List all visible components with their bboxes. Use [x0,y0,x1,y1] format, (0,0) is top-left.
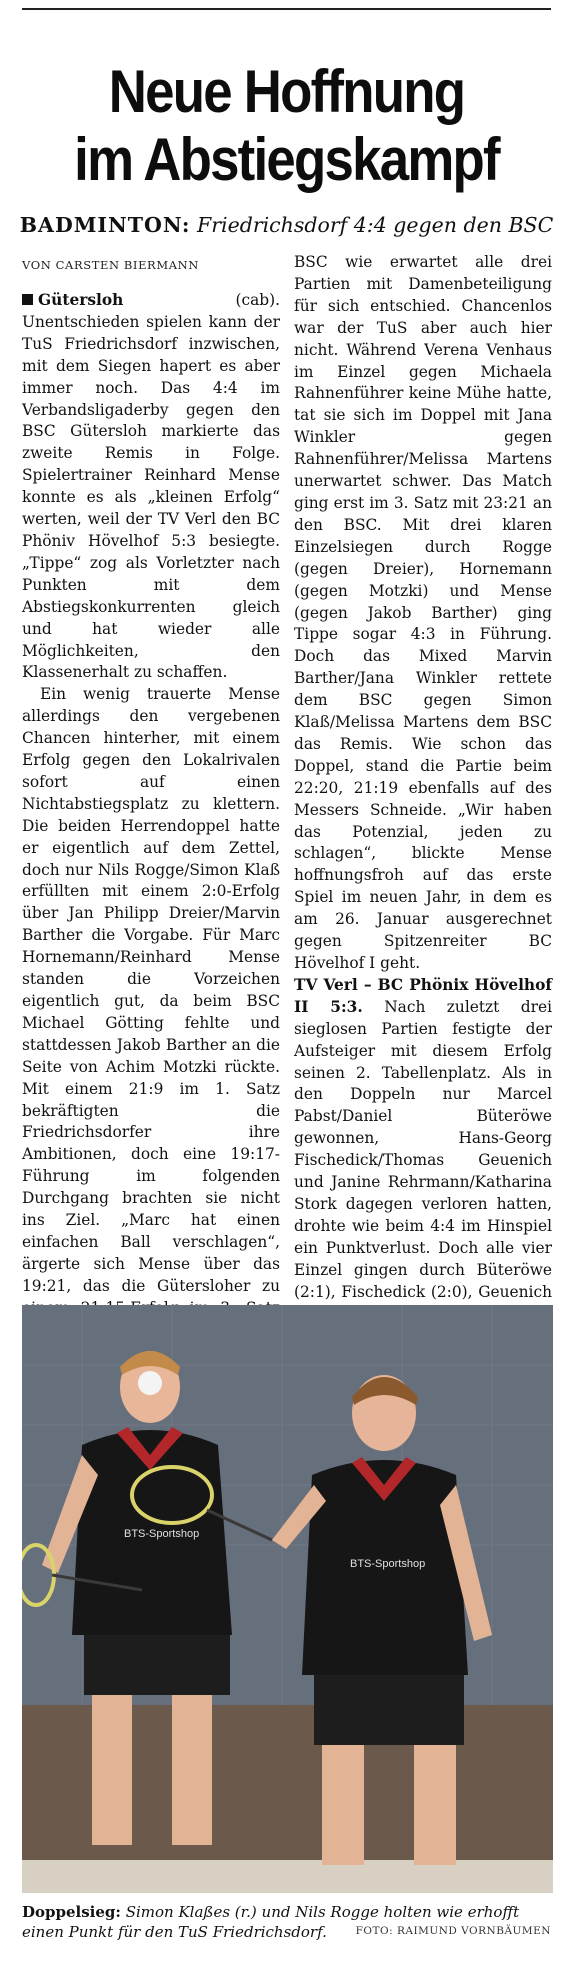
right-player-leg-left [322,1745,364,1865]
right-player-leg-right [414,1745,456,1865]
subheadline [0,212,573,238]
paragraph-5-text: Nach zuletzt drei sieglosen Partien festigte der Aufsteiger mit diesem Erfolg seinen 2. Tabellenplatz. Als in den Doppeln nur Marcel Pabst/Daniel Büteröwe gewonnen, Hans-Georg Fischedick/Thomas Geuenich und Janine Rehrmann/Katharina Stork dagegen verloren hatten, drohte wie beim 4:4 im Hinspiel ein Punktverlust. Doch alle vier Einzel gingen durch Büteröwe (2:1), Fischedick (2:0), Geuenich [294,997,553,1301]
caption-text: Simon Klaßes (r.) und Nils Rogge holten wie erhofft einen Punkt für den TuS Friedrichsdorf. [22,1903,520,1941]
headline-line-2: im Abstiegskampf [74,126,499,193]
headline-line-1: Neue Hoffnung [108,58,465,125]
paragraph-2: Ein wenig trauerte Mense allerdings den vergebenen Chancen hinterher, mit einem Erfolg gegen den Lokalrivalen sofort auf einen Nichtabstiegsplatz zu klettern. Die beiden Herrendoppel hatte er eigentlich auf dem Zettel, doch nur Nils Rogge/Simon Klaß erfüllten mit einem 2:0-Erfolg über Jan Philipp Dreier/Marvin Barther die Vorgabe. Für Marc Hornemann/Reinhard Mense standen die Vorzeichen eigentlich gut, da beim BSC Michael Götting fehlte und stattdessen Jakob Barther an die Seite von Achim Motzki rückte. Mit einem 21:9 im 1. Satz bekräftigten die Friedrichsdorfer ihre Ambitionen, doch eine 19:17-Führung im folgenden Durchgang brachten sie nicht ins Ziel. „Marc hat einen einfachen Ball verschlagen“, ärgerte sich Mense über das 19:21, das die Gütersloher zu [22,685,280,1295]
photo-credit: FOTO: RAIMUND VORNBÄUMEN [355,1925,551,1937]
left-player-shorts [84,1635,230,1695]
shuttlecock [138,1371,162,1395]
left-player-leg-left [92,1695,132,1845]
dateline: Gütersloh [38,291,124,309]
headline [34,58,538,194]
paragraph-1 [22,290,280,684]
court-line [22,1860,553,1893]
square-bullet-icon [22,294,33,305]
section-title: TV Verl – BC Phönix Hövelhof II 5:3. [294,975,552,1016]
badminton-photo-illustration [22,1305,553,1893]
right-shirt-text: BTS-Sportshop [350,1558,426,1570]
caption-label: Doppelsieg: [22,1903,121,1921]
left-player-leg-right [172,1695,212,1845]
left-column [22,290,280,1407]
paragraph-1-text: (cab). Unentschieden spielen kann der TuS Friedrichsdorf inzwischen, mit dem Siegen hapert es aber immer noch. Das 4:4 im Verbandsligaderby gegen den BSC Gütersloh markierte das zweite Remis in Folge. Spielertrainer Reinhard Mense konnte es als „kleinen Erfolg“ werten, weil der TV Verl den BC Phöniv Hövelhof 5:3 besiegte. „Tippe“ zog als Vorletzter nach Punkten mit dem Abstiegskonkurrenten gleich und hat wieder alle Möglichkeiten, den Klassenerhalt zu schaffen. [22,291,280,682]
kicker: BADMINTON: [19,213,191,237]
subtitle: Friedrichsdorf 4:4 gegen den BSC [196,213,554,237]
paragraph-4: BSC wie erwartet alle drei Partien mit Damenbeteiligung für sich entschied. Chancenlos war der TuS aber auch hier nicht. Während Verena Venhaus im Einzel gegen Michaela Rahnenführer keine Mühe hatte, tat sie sich im Doppel mit Jana Winkler gegen Rahnenführer/Melissa Martens unerwartet schwer. Das Match ging erst im 3. Satz mit 23:21 an den BSC. Mit drei klaren Einzelsiegen durch Rogge (gegen Dreier), Hornemann (gegen Motzki) und Mense (gegen Jakob Barther) ging Tippe sogar 4:3 in Führung. Doch das Mixed Marvin Barther/Jana Winkler rettete dem BSC gegen Simon Klaß/Melissa Martens dem BSC das Remis. Wie schon das Doppel, stand die Partie beim 22:20, 21:19 ebenfalls auf des Messers Schneide. „Wir haben das Potenzial, jeden zu schlagen“, blickte Mense hoffnungsfroh auf das erste Spiel im neuen Jahr, in dem es am 26. Januar ausgerechnet gegen Spitzenreiter BC Hövelhof I geht. [294,253,552,972]
byline: VON CARSTEN BIERMANN [22,258,199,272]
article-photo [22,1305,553,1893]
top-rule [22,8,551,10]
left-shirt-text: BTS-Sportshop [124,1528,200,1540]
right-column [294,252,552,1391]
right-player-shorts [314,1675,464,1745]
